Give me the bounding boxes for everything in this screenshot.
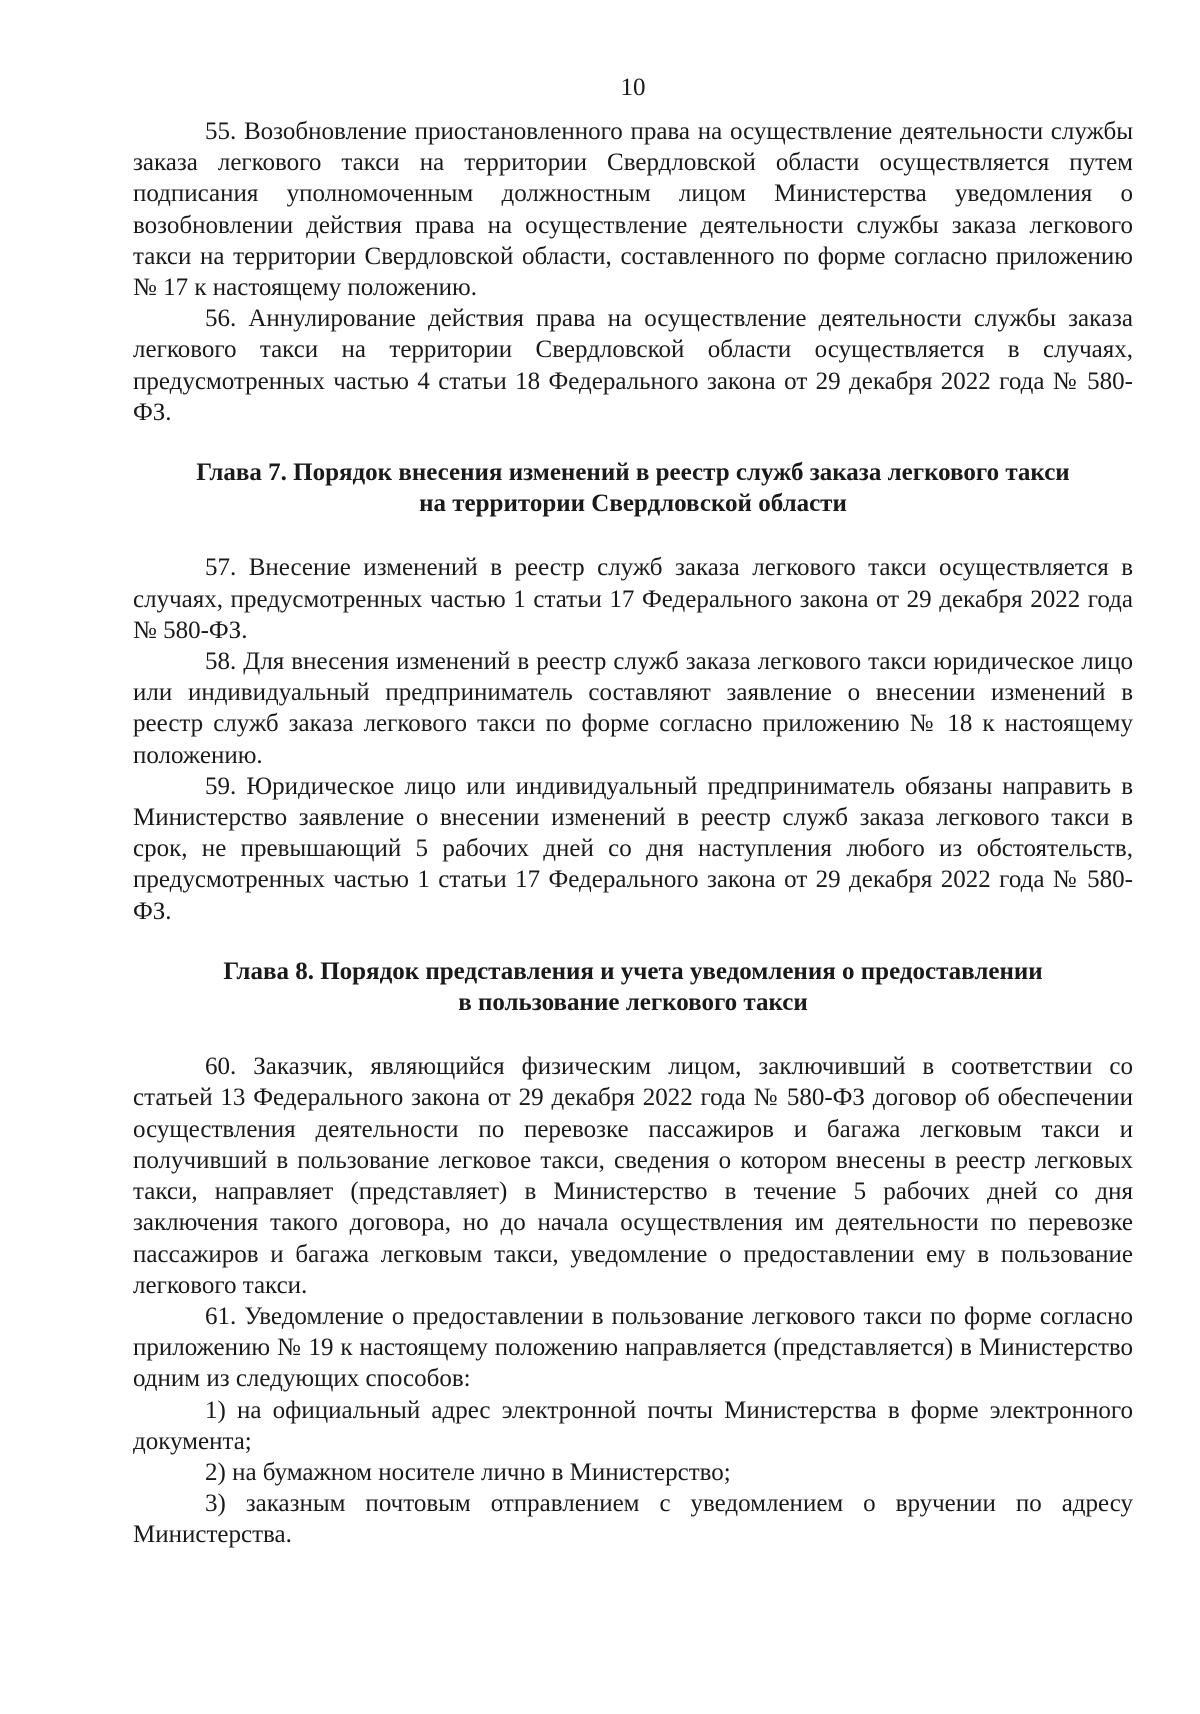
list-item-3: 3) заказным почтовым отправлением с уведомлением о вручении по адресу Министерства. [133,1490,1133,1549]
paragraph-57: 57. Внесение изменений в реестр служб заказа легкового такси осуществляется в случаях, предусмотренных частью 1 статьи 17 Федерального закона от 29 декабря 2022 года № 580-ФЗ. [133,554,1133,644]
paragraph-60: 60. Заказчик, являющийся физическим лицом, заключивший в соответствии со статьей 13 Федерального закона от 29 декабря 2022 года № 580-ФЗ договор об обеспечении осуществления деятельности по перевозке пассажиров и багажа легковым такси и получивший в пользование легковое такси, сведения о котором внесены в реестр легковых такси, направляет (представляет) в Министерство в течение 5 рабочих дней со дня заключения такого договора, но до начала осуществления им деятельности по перевозке пассажиров и багажа легковым такси, уведомление о предоставлении ему в пользование легкового такси. [133,1053,1133,1299]
list-item-2: 2) на бумажном носителе лично в Министерство; [205,1458,731,1486]
paragraph-59: 59. Юридическое лицо или индивидуальный предприниматель обязаны направить в Министерство заявление о внесении изменений в реестр служб заказа легкового такси в срок, не превышающий 5 рабочих дней со дня наступления любого из обстоятельств, предусмотренных частью 1 статьи 17 Федерального закона от 29 декабря 2022 года № 580-ФЗ. [133,772,1133,925]
document-page [133,70,1133,1551]
paragraph-58: 58. Для внесения изменений в реестр служб заказа легкового такси юридическое лицо или индивидуальный предприниматель составляют заявление о внесении изменений в реестр служб заказа легкового такси по форме согласно приложению № 18 к настоящему положению. [133,648,1133,769]
chapter-7-heading [133,457,1133,519]
chapter-7-heading-line-1: Глава 7. Порядок внесения изменений в реестр служб заказа легкового такси [196,459,1070,487]
chapter-8-heading-line-2: в пользование легкового такси [458,989,808,1017]
chapter-8-heading-line-1: Глава 8. Порядок представления и учета уведомления о предоставлении [223,957,1043,985]
chapter-7-heading-line-2: на территории Свердловской области [419,490,847,518]
paragraph-55: 55. Возобновление приостановленного права на осуществление деятельности службы заказа легкового такси на территории Свердловской области осуществляется путем подписания уполномоченным должностным лицом Министерства уведомления о возобновлении действия права на осуществление деятельности службы заказа легкового такси на территории Свердловской области, составленного по форме согласно приложению № 17 к настоящему положению. [133,118,1133,302]
list-item-1: 1) на официальный адрес электронной почты Министерства в форме электронного документа; [133,1396,1133,1455]
paragraph-61: 61. Уведомление о предоставлении в пользование легкового такси по форме согласно приложению № 19 к настоящему положению направляется (представляется) в Министерство одним из следующих способов: [133,1302,1133,1393]
paragraph-56: 56. Аннулирование действия права на осуществление деятельности службы заказа легкового такси на территории Свердловской области осуществляется в случаях, предусмотренных частью 4 статьи 18 Федерального закона от 29 декабря 2022 года № 580-ФЗ. [133,305,1133,426]
page-number: 10 [620,74,646,101]
chapter-8-heading [133,956,1133,1018]
